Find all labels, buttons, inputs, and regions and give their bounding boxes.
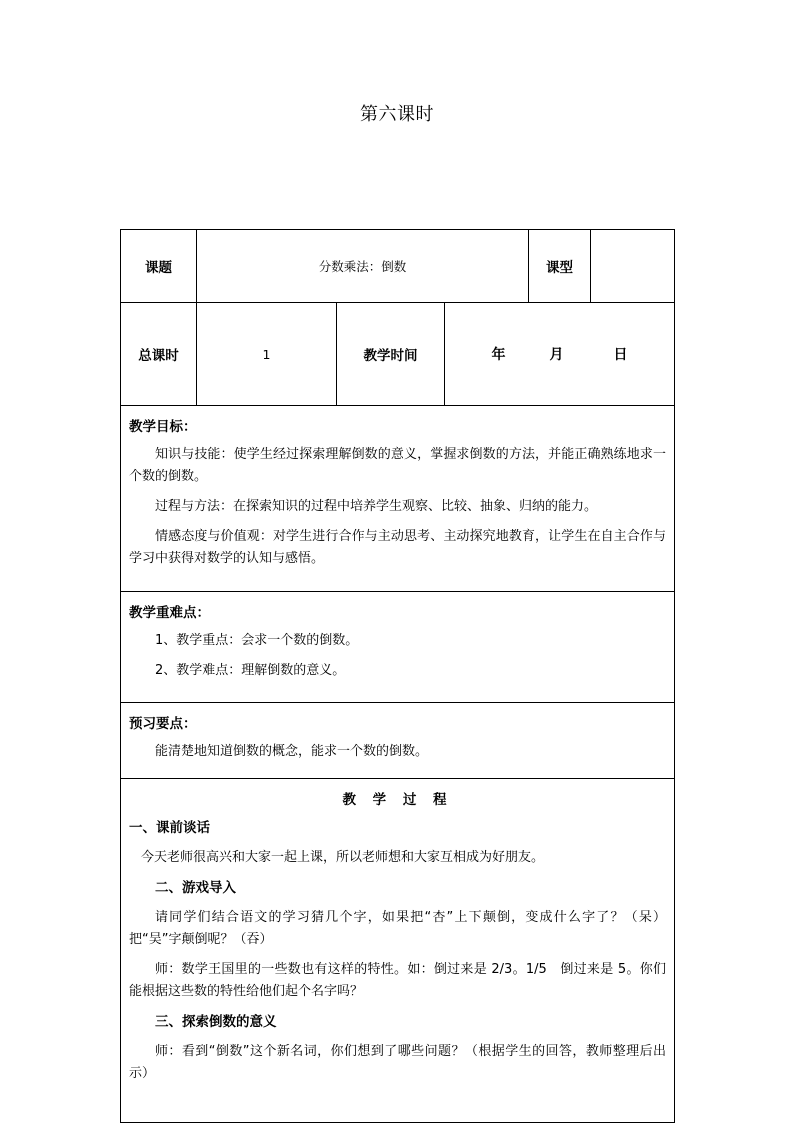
goal-item: 知识与技能：使学生经过探索理解倒数的意义，掌握求倒数的方法，并能正确熟练地求一个数的倒数。 xyxy=(129,447,667,484)
date-month: 月 xyxy=(549,347,564,363)
process-text: 请同学们结合语文的学习猜几个字，如果把“杏”上下颠倒，变成什么字了？（呆）把“吴”字颠倒呢？（吞） xyxy=(129,910,667,947)
process-text: 今天老师很高兴和大家一起上课，所以老师想和大家互相成为好朋友。 xyxy=(141,850,545,865)
topic-value: 分数乘法：倒数 xyxy=(197,230,529,303)
topic-label: 课题 xyxy=(121,230,197,303)
process-text: 师：数学王国里的一些数也有这样的特性。如：倒过来是 2/3。1/5 倒过来是 5。你们能根据这些数的特性给他们起个名字吗？ xyxy=(129,962,667,999)
type-label: 课型 xyxy=(529,230,591,303)
total-lessons-value: 1 xyxy=(197,303,337,406)
date-day: 日 xyxy=(613,347,628,363)
teaching-process-section xyxy=(121,779,675,1123)
process-step-title: 二、游戏导入 xyxy=(155,880,236,896)
goal-item: 情感态度与价值观：对学生进行合作与主动思考、主动探究地教育，让学生在自主合作与学习中获得对数学的认知与感悟。 xyxy=(129,529,667,566)
process-heading: 教 学 过 程 xyxy=(342,792,453,808)
preview-section xyxy=(121,703,675,779)
key-point-item: 2、教学难点：理解倒数的意义。 xyxy=(155,663,346,678)
teaching-goals-section xyxy=(121,406,675,592)
type-value xyxy=(591,230,675,303)
process-text: 师：看到“倒数”这个新名词，你们想到了哪些问题？（根据学生的回答，教师整理后出示） xyxy=(129,1044,667,1081)
key-points-section xyxy=(121,592,675,703)
goal-item: 过程与方法：在探索知识的过程中培养学生观察、比较、抽象、归纳的能力。 xyxy=(155,499,598,514)
key-points-title: 教学重难点： xyxy=(129,605,210,621)
process-step-title: 三、探索倒数的意义 xyxy=(155,1014,277,1030)
preview-title: 预习要点： xyxy=(129,716,197,732)
total-lessons-label: 总课时 xyxy=(121,303,197,406)
goals-title: 教学目标： xyxy=(129,419,197,435)
teaching-date xyxy=(445,303,675,406)
date-year: 年 xyxy=(491,347,506,363)
page-title: 第六课时 xyxy=(360,104,434,125)
preview-text: 能清楚地知道倒数的概念，能求一个数的倒数。 xyxy=(155,744,429,759)
process-step-title: 一、课前谈话 xyxy=(129,820,210,836)
key-point-item: 1、教学重点：会求一个数的倒数。 xyxy=(155,633,359,648)
lesson-plan-table xyxy=(120,229,675,1123)
teaching-time-label: 教学时间 xyxy=(337,303,445,406)
